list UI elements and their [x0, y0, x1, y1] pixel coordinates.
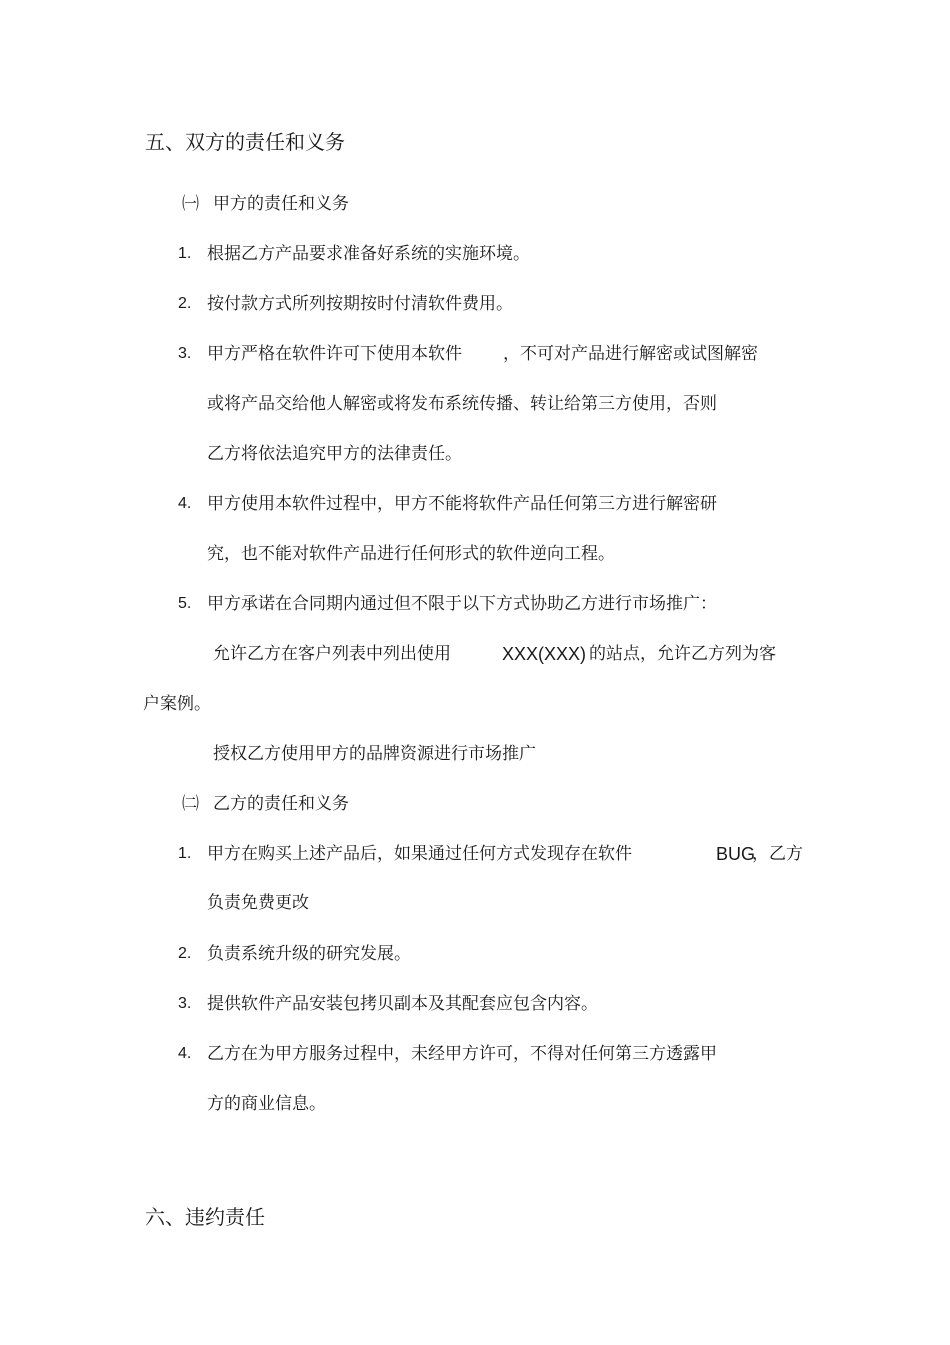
item-number: 4. [178, 495, 192, 512]
list-item: 按付款方式所列按期按时付清软件费用。 [207, 294, 513, 314]
promo-line-1: 允许乙方在客户列表中列出使用 [213, 644, 451, 664]
list-item: 提供软件产品安装包拷贝副本及其配套应包含内容。 [207, 994, 598, 1014]
item-number: 4. [178, 1045, 192, 1062]
party-b-heading: 乙方的责任和义务 [213, 794, 349, 814]
list-item-cont: 或将产品交给他人解密或将发布系统传播、转让给第三方使用，否则 [207, 394, 717, 414]
list-item-cont: 方的商业信息。 [207, 1094, 326, 1114]
section-6-title: 六、违约责任 [145, 1205, 265, 1229]
list-item-cont: 乙方将依法追究甲方的法律责任。 [207, 444, 462, 464]
list-item: 甲方承诺在合同期内通过但不限于以下方式协助乙方进行市场推广： [207, 594, 717, 614]
list-item: 甲方在购买上述产品后，如果通过任何方式发现存在软件 [207, 844, 632, 864]
party-b-marker: ㈡ [182, 794, 199, 814]
item-number: 3. [178, 995, 192, 1012]
item-number: 1. [178, 845, 192, 862]
list-item: 甲方严格在软件许可下使用本软件 [207, 344, 462, 364]
party-a-marker: ㈠ [182, 194, 199, 214]
item-number: 3. [178, 345, 192, 362]
promo-product-code: XXX(XXX) [502, 644, 587, 664]
item-number: 5. [178, 595, 192, 612]
list-item: 甲方使用本软件过程中，甲方不能将软件产品任何第三方进行解密研 [207, 494, 717, 514]
list-item: 根据乙方产品要求准备好系统的实施环境。 [207, 244, 530, 264]
list-item: 负责系统升级的研究发展。 [207, 944, 411, 964]
item-number: 2. [178, 295, 192, 312]
bug-term: BUG [716, 844, 756, 864]
list-item-cont: ，乙方 [752, 844, 803, 864]
promo-line-1-cont: 的站点，允许乙方列为客 [589, 644, 776, 664]
party-a-heading: 甲方的责任和义务 [213, 194, 349, 214]
promo-line-2: 授权乙方使用甲方的品牌资源进行市场推广 [213, 744, 536, 764]
list-item: 乙方在为甲方服务过程中，未经甲方许可，不得对任何第三方透露甲 [207, 1044, 717, 1064]
list-item-cont: 负责免费更改 [207, 893, 309, 913]
list-item-cont: ，不可对产品进行解密或试图解密 [503, 344, 758, 364]
item-number: 1. [178, 245, 192, 262]
item-number: 2. [178, 945, 192, 962]
list-item-cont: 究，也不能对软件产品进行任何形式的软件逆向工程。 [207, 544, 615, 564]
section-5-title: 五、双方的责任和义务 [145, 130, 345, 154]
promo-line-1-wrap: 户案例。 [143, 694, 211, 714]
